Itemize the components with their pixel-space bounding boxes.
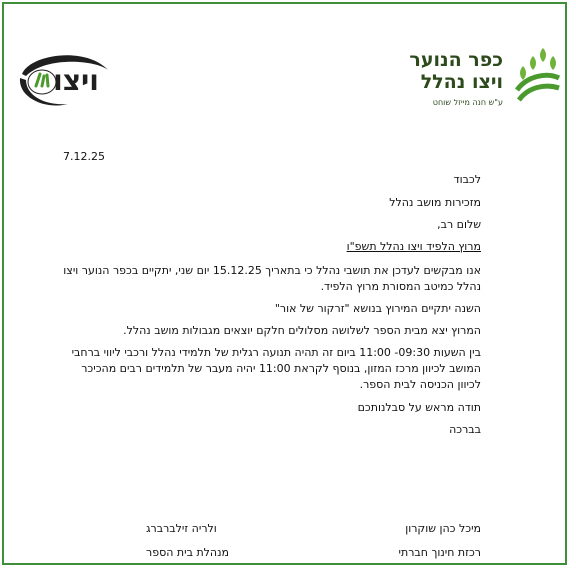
svg-text:ויצו: ויצו bbox=[53, 64, 99, 97]
subject-line: מרוץ הלפיד ויצו נהלל תשפ"ו bbox=[346, 240, 481, 253]
paragraph-routes: המרוץ יצא מבית הספר לשלושה מסלולים חלקם יוצאים מגבולות מושב נהלל. bbox=[123, 324, 481, 337]
signature-left-name: ולריה זילברברג bbox=[146, 522, 217, 535]
village-logo-title-2: ויצו נהלל bbox=[420, 71, 503, 93]
paragraph-traffic: בין השעות 09:30- 11:00 ביום זה תהיה תנועה רגלית של תלמידי נהלל ורכבי ליווי ברחבי המושב לכיוון מרכז המזון, בנוסף לקראת 11:00 יהיה מעבר של תלמידים רבים מהכיכר לכיוון הכניסה לבית הספר. bbox=[71, 346, 481, 391]
thanks-line: תודה מראש על סבלנותכם bbox=[357, 401, 481, 414]
to-label: לכבוד bbox=[453, 173, 481, 186]
signature-left-role: מנהלת בית הספר bbox=[146, 546, 229, 559]
paragraph-date: אנו מבקשים לעדכן את תושבי נהלל כי בתאריך 15.12.25 יום שני, יתקיים בכפר הנוער ויצו נהלל כמיטב המסורת מרוץ הלפיד. bbox=[63, 264, 481, 293]
paragraph-theme: השנה יתקיים המירוץ בנושא "זרקור של אור" bbox=[274, 302, 481, 315]
village-logo-subtitle: ע"ש חנה מייזל שוחט bbox=[432, 98, 503, 107]
greeting: שלום רב, bbox=[437, 218, 481, 231]
school-logo bbox=[16, 48, 112, 114]
recipient: מזכירות מושב נהלל bbox=[389, 196, 481, 209]
village-logo bbox=[407, 40, 565, 114]
wheat-icon bbox=[513, 44, 561, 104]
signature-right-name: מיכל כהן שוקרון bbox=[405, 522, 481, 535]
letter-body bbox=[61, 172, 481, 438]
village-logo-title-1: כפר הנוער bbox=[409, 49, 503, 71]
letter-date: 7.12.25 bbox=[63, 150, 105, 163]
letter-page bbox=[2, 2, 567, 565]
signature-right-role: רכזת חינוך חברתי bbox=[398, 546, 481, 559]
closing-line: בברכה bbox=[449, 423, 481, 436]
